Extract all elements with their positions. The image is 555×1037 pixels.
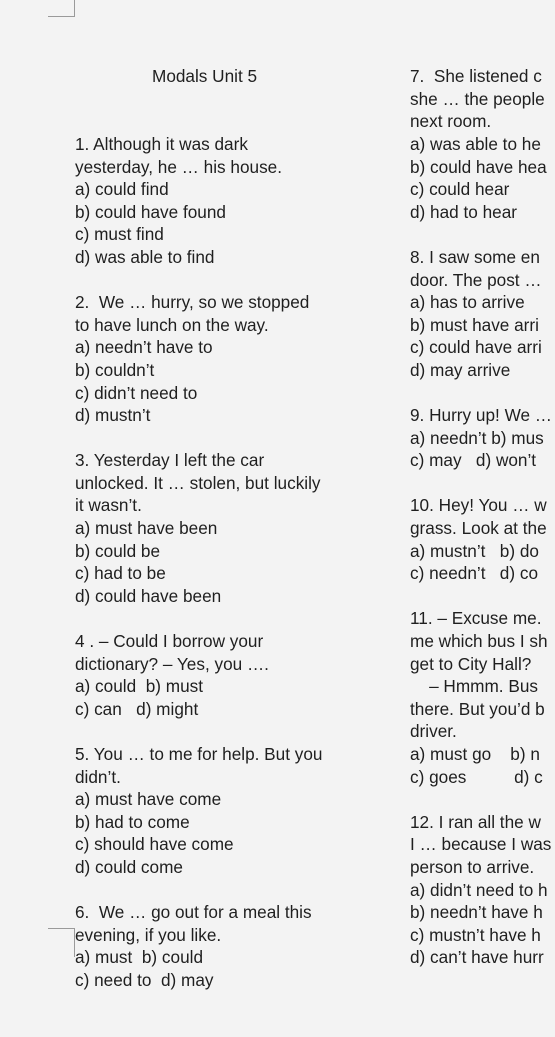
answer-option: b) had to come [75, 811, 190, 832]
answer-option: d) could have been [75, 585, 222, 606]
question-text: driver. [410, 721, 457, 742]
question-block [410, 607, 555, 788]
answer-option: c) need to d) may [75, 969, 214, 990]
answer-option: c) mustn’t have h [410, 924, 541, 945]
question-text: 2. We … hurry, so we stopped [75, 292, 310, 313]
crop-mark-bottom [48, 928, 75, 957]
question-text: door. The post … [410, 269, 542, 290]
question-text: 7. She listened c [410, 66, 542, 87]
question-block [75, 901, 375, 991]
question-text: she … the people [410, 88, 545, 109]
question-text: next room. [410, 111, 492, 132]
question-text: yesterday, he … his house. [75, 156, 282, 177]
question-text: 3. Yesterday I left the car [75, 450, 265, 471]
question-text: 10. Hey! You … w [410, 495, 547, 516]
question-text: get to City Hall? [410, 653, 532, 674]
question-block [410, 246, 555, 382]
answer-option: c) could have arri [410, 337, 542, 358]
answer-option: a) could find [75, 179, 169, 200]
document-title: Modals Unit 5 [152, 66, 258, 87]
question-text: 6. We … go out for a meal this [75, 902, 312, 923]
answer-option: c) may d) won’t [410, 450, 537, 471]
question-text: to have lunch on the way. [75, 314, 269, 335]
question-text: evening, if you like. [75, 924, 222, 945]
answer-option: a) must b) could [75, 947, 203, 968]
answer-option: a) must have come [75, 789, 222, 810]
question-text: 11. – Excuse me. [410, 608, 542, 629]
answer-option: c) can d) might [75, 698, 199, 719]
question-text: didn’t. [75, 766, 121, 787]
answer-option: a) has to arrive [410, 292, 525, 313]
question-text: there. But you’d b [410, 698, 545, 719]
question-block [75, 449, 375, 607]
answer-option: a) must go b) n [410, 744, 540, 764]
question-text: – Hmmm. Bus [410, 676, 538, 697]
answer-option: d) may arrive [410, 359, 511, 380]
question-text: grass. Look at the [410, 518, 547, 539]
answer-option: d) had to hear [410, 201, 518, 222]
answer-option: d) could come [75, 856, 183, 877]
answer-option: d) was able to find [75, 246, 215, 267]
left-question-list [75, 133, 375, 992]
answer-option: a) could b) must [75, 676, 203, 697]
question-text: 1. Although it was dark [75, 133, 248, 154]
answer-option: b) needn’t have h [410, 902, 543, 923]
question-text: 5. You … to me for help. But you [75, 744, 323, 764]
answer-option: c) didn’t need to [75, 382, 198, 403]
answer-option: a) was able to he [410, 133, 541, 154]
question-block [410, 811, 555, 969]
question-text: 12. I ran all the w [410, 811, 541, 832]
answer-option: a) must have been [75, 518, 218, 539]
question-block [410, 494, 555, 584]
question-block [75, 630, 375, 720]
answer-option: c) must find [75, 224, 164, 245]
question-block [410, 404, 555, 472]
answer-option: c) goes d) c [410, 766, 543, 787]
answer-option: c) had to be [75, 563, 166, 584]
question-text: 4 . – Could I borrow your [75, 631, 264, 652]
right-column [410, 20, 555, 1014]
answer-option: c) should have come [75, 834, 234, 855]
question-block [75, 133, 375, 269]
answer-option: d) mustn’t [75, 405, 151, 426]
question-block [75, 291, 375, 427]
question-text: person to arrive. [410, 856, 535, 877]
answer-option: a) mustn’t b) do [410, 540, 539, 561]
question-text: me which bus I sh [410, 631, 548, 652]
answer-option: b) could have hea [410, 156, 547, 177]
question-text: 9. Hurry up! We … [410, 405, 552, 426]
question-block [410, 65, 555, 223]
left-column [75, 20, 375, 1037]
crop-mark-top [48, 0, 75, 17]
answer-option: b) must have arri [410, 314, 539, 335]
answer-option: b) couldn’t [75, 359, 155, 380]
right-question-list [410, 65, 555, 969]
answer-option: b) could have found [75, 201, 226, 222]
question-block [75, 743, 375, 879]
answer-option: a) didn’t need to h [410, 879, 548, 900]
question-text: I … because I was [410, 834, 552, 855]
answer-option: b) could be [75, 540, 161, 561]
answer-option: d) can’t have hurr [410, 947, 544, 968]
answer-option: a) needn’t have to [75, 337, 213, 358]
answer-option: c) needn’t d) co [410, 563, 539, 584]
question-text: dictionary? – Yes, you …. [75, 653, 269, 674]
answer-option: c) could hear [410, 179, 510, 200]
question-text: unlocked. It … stolen, but luckily [75, 472, 321, 493]
question-text: it wasn’t. [75, 495, 142, 516]
question-text: 8. I saw some en [410, 246, 540, 267]
answer-option: a) needn’t b) mus [410, 427, 544, 448]
